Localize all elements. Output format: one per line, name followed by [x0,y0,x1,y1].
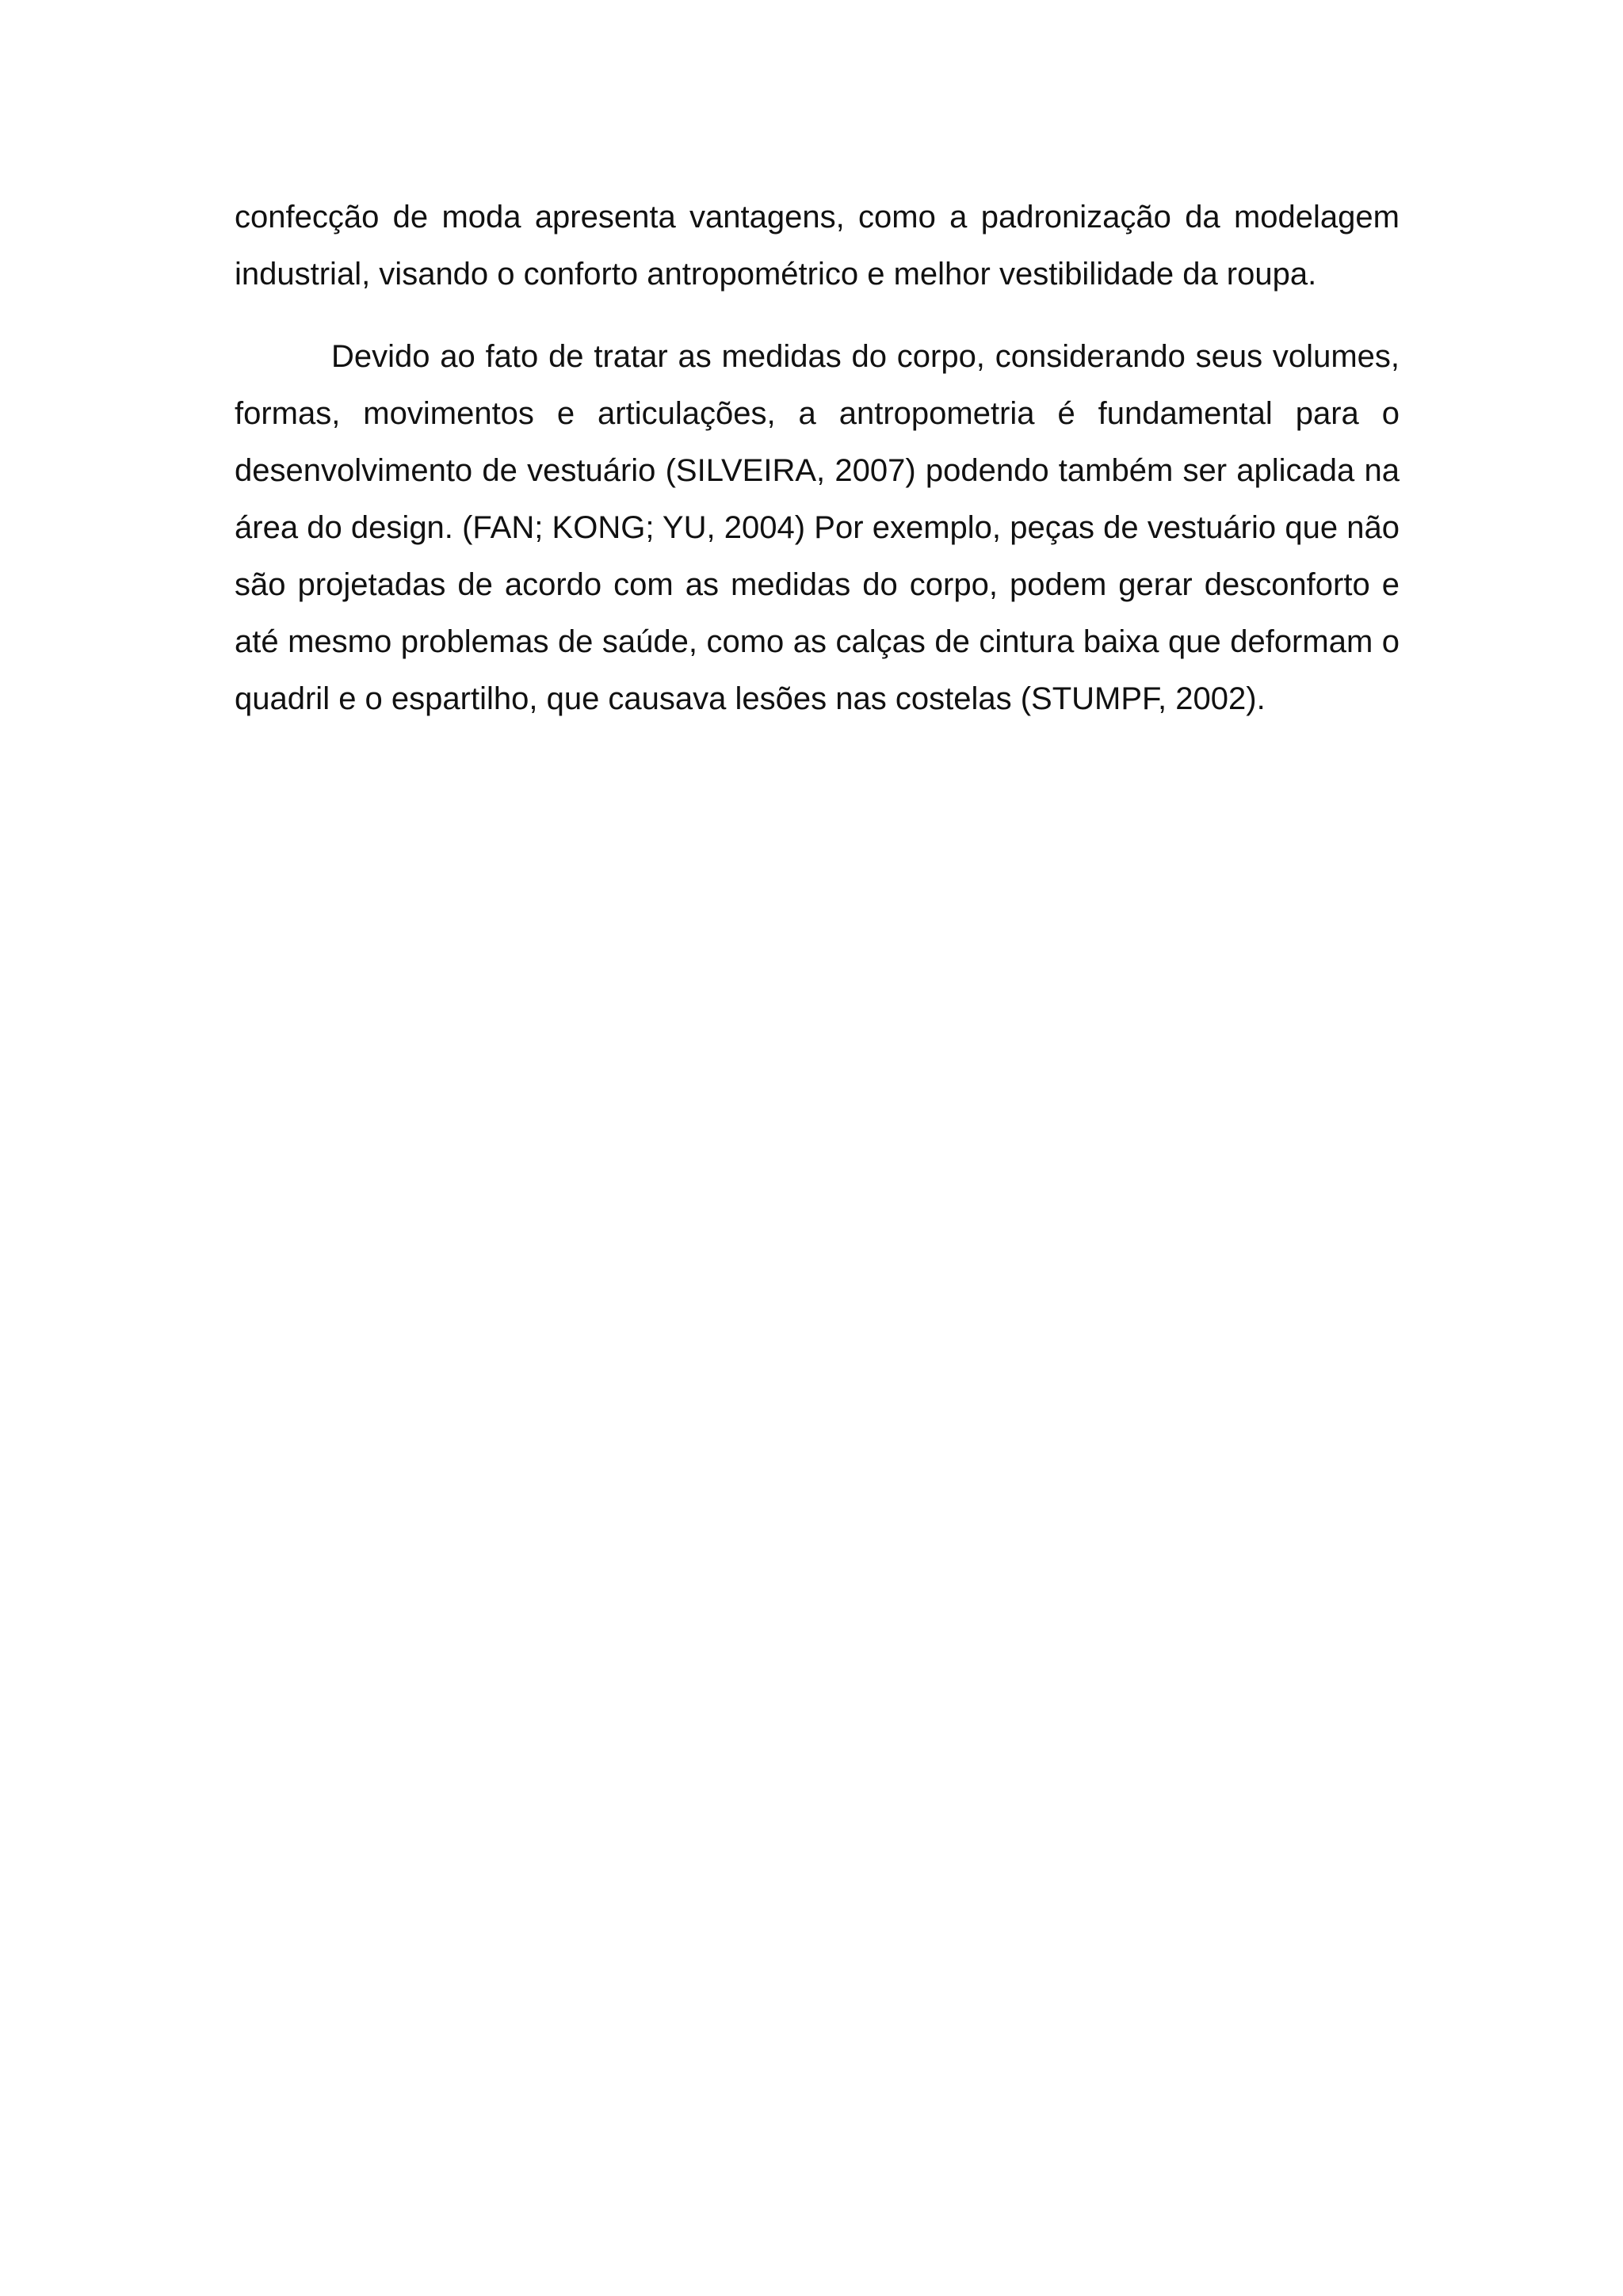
body-text [235,189,1400,727]
paragraph-continued: confecção de moda apresenta vantagens, como a padronização da modelagem industrial, visando o conforto antropométrico e melhor vestibilidade da roupa. [235,200,1400,292]
paragraph-anthropometry: Devido ao fato de tratar as medidas do corpo, considerando seus volumes, formas, movimentos e articulações, a antropometria é fundamental para o desenvolvimento de vestuário (SILVEIRA, 2007) podendo também ser aplicada na área do design. (FAN; KONG; YU, 2004) Por exemplo, peças de vestuário que não são projetadas de acordo com as medidas do corpo, podem gerar desconforto e até mesmo problemas de saúde, como as calças de cintura baixa que deformam o quadril e o espartilho, que causava lesões nas costelas (STUMPF, 2002). [235,339,1400,716]
